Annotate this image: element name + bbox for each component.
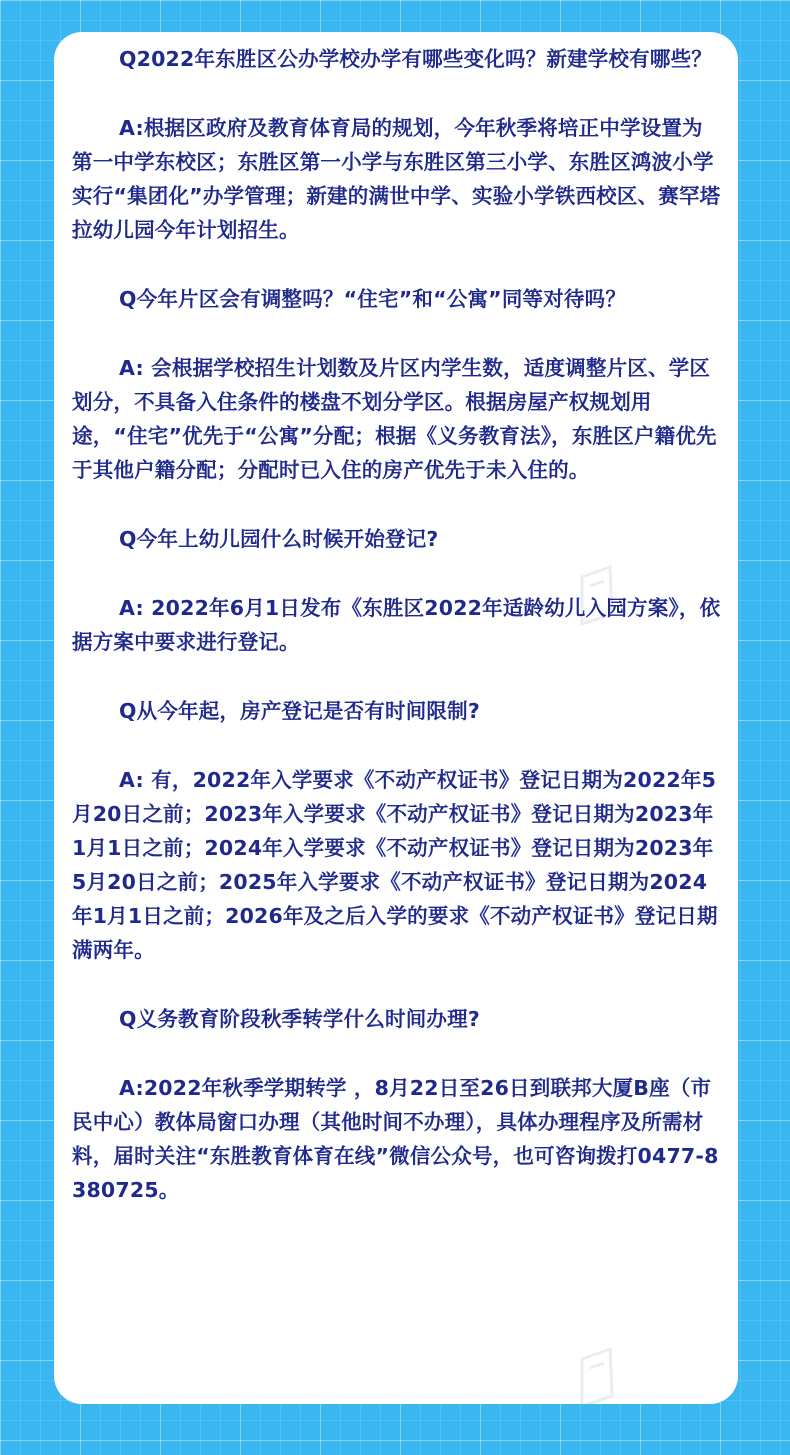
answer-3: A: 2022年6月1日发布《东胜区2022年适龄幼儿入园方案》，依据方案中要求进行登记。: [72, 596, 721, 654]
answer-2: A: 会根据学校招生计划数及片区内学生数，适度调整片区、学区划分，不具备入住条件的楼盘不划分学区。根据房屋产权规划用途，“住宅”优先于“公寓”分配；根据《义务教育法》，东胜区户籍优先于其他户籍分配；分配时已入住的房产优先于未入住的。: [72, 356, 717, 482]
question-1: Q2022年东胜区公办学校办学有哪些变化吗？新建学校有哪些？: [119, 47, 712, 71]
question-5: Q义务教育阶段秋季转学什么时间办理?: [119, 1007, 480, 1031]
question-4: Q从今年起，房产登记是否有时间限制?: [119, 699, 480, 723]
watermark-icon: [570, 1344, 630, 1404]
answer-4: A: 有，2022年入学要求《不动产权证书》登记日期为2022年5月20日之前；2023年入学要求《不动产权证书》登记日期为2023年1月1日之前；2024年入学要求《不动产权证书》登记日期为2023年5月20日之前；2025年入学要求《不动产权证书》登记日期为2024年1月1日之前；2026年及之后入学的要求《不动产权证书》登记日期满两年。: [72, 768, 718, 962]
question-3: Q今年上幼儿园什么时候开始登记?: [119, 527, 439, 551]
answer-5: A:2022年秋季学期转学 ，8月22日至26日到联邦大厦B座（市民中心）教体局窗口办理（其他时间不办理），具体办理程序及所需材料，届时关注“东胜教育体育在线”微信公众号，也可咨询拨打0477-8380725。: [72, 1076, 719, 1202]
content-card: [54, 32, 738, 1404]
qa-list: [72, 42, 722, 1207]
answer-1: A:根据区政府及教育体育局的规划，今年秋季将培正中学设置为第一中学东校区；东胜区第一小学与东胜区第三小学、东胜区鸿波小学实行“集团化”办学管理；新建的满世中学、实验小学铁西校区、赛罕塔拉幼儿园今年计划招生。: [72, 116, 721, 242]
question-2: Q今年片区会有调整吗？“住宅”和“公寓”同等对待吗？: [119, 287, 627, 311]
